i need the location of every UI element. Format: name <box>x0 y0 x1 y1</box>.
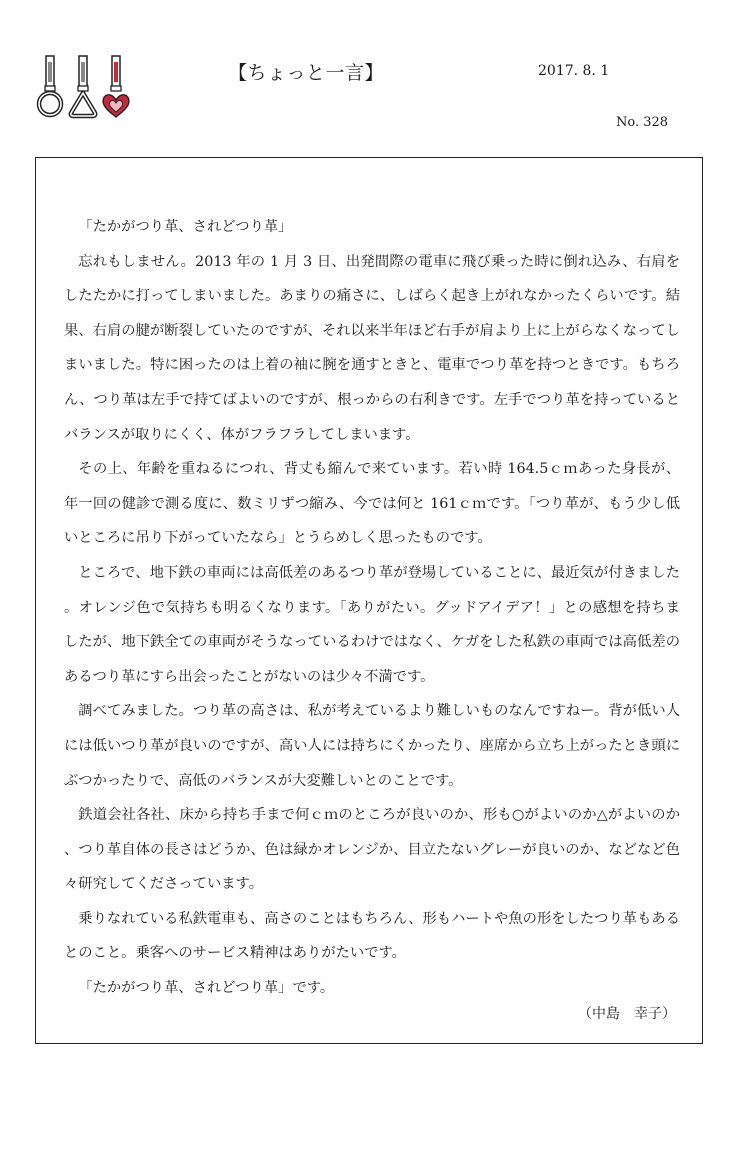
issue-date: 2017. 8. 1 <box>538 63 610 79</box>
article-paragraph: 鉄道会社各社、床から持ち手まで何ｃｍのところが良いのか、形も○がよいのか△がよいのか、つり革自体の長さはどうか、色は緑かオレンジか、目立たないグレーが良いのか、などなど色々研究してくださっています。 <box>64 807 680 893</box>
strap-gray-round <box>39 56 61 115</box>
strap-gray-triangle <box>71 56 95 116</box>
article-box <box>35 157 703 1044</box>
article-paragraph: 忘れもしません。2013 年の 1 月 3 日、出発間際の電車に飛び乗った時に倒れ込み、右肩をしたたかに打ってしまいました。あまりの痛さに、しばらく起き上がれなかったくらいです。結果、右肩の腱が断裂していたのですが、それ以来半年ほど右手が肩より上に上がらなくなってしまいました。特に困ったのは上着の袖に腕を通すときと、電車でつり革を持つときです。もちろん、つり革は左手で持てばよいのですが、根っからの右利きです。左手でつり革を持っているとバランスが取りにくく、体がフラフラしてしまいます。 <box>64 253 680 443</box>
page-title: 【ちょっと一言】 <box>228 62 385 84</box>
strap-red-heart <box>103 56 129 117</box>
article-heading: 「たかがつり革、されどつり革」 <box>78 219 293 235</box>
article-body <box>64 210 680 1006</box>
article-closing: 「たかがつり革、されどつり革」です。 <box>78 980 335 997</box>
article-paragraph: 乗りなれている私鉄電車も、高さのことはもちろん、形もハートや魚の形をしたつり革もあるとのこと。乗客へのサービス精神はありがたいです。 <box>64 910 680 962</box>
hanging-strap-handles-icon <box>36 54 132 120</box>
issue-number: No. 328 <box>616 115 669 130</box>
article-paragraph: その上、年齢を重ねるにつれ、背丈も縮んで来ています。若い時 164.5ｃｍあった身長が、年一回の健診で測る度に、数ミリずつ縮み、今では何と 161ｃｍです。「つり革が、もう少し低いところに吊り下がっていたなら」とうらめしく思ったものです。 <box>64 461 680 547</box>
article-paragraph: 調べてみました。つり革の高さは、私が考えているより難しいものなんですねー。背が低い人には低いつり革が良いのですが、高い人には持ちにくかったり、座席から立ち上がったとき頭にぶつかったりで、高低のバランスが大変難しいとのことです。 <box>64 703 680 789</box>
author-signature: （中島 幸子） <box>578 1006 676 1022</box>
article-paragraph: ところで、地下鉄の車両には高低差のあるつり革が登場していることに、最近気が付きました。オレンジ色で気持ちも明るくなります。「ありがたい。グッドアイデア！」との感想を持ちましたが、地下鉄全ての車両がそうなっているわけではなく、ケガをした私鉄の車両では高低差のあるつり革にすら出会ったことがないのは少々不満です。 <box>64 564 680 685</box>
